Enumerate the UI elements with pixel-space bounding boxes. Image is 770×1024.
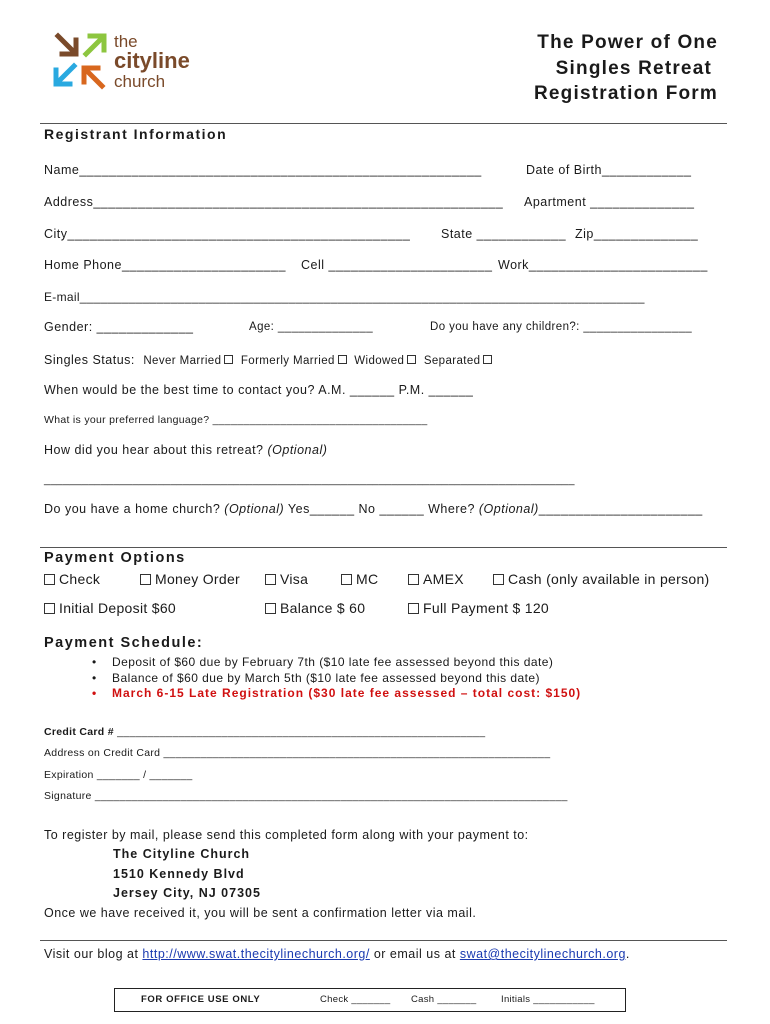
mail-address-name: The Cityline Church — [113, 847, 251, 861]
office-check-field[interactable]: Check _______ — [320, 994, 391, 1005]
checkbox-cash[interactable] — [493, 574, 504, 585]
cell-field[interactable]: Cell ______________________ — [301, 258, 493, 272]
mail-instructions: To register by mail, please send this completed form along with your payment to: — [44, 828, 529, 842]
language-field[interactable]: What is your preferred language? ___________________________________ — [44, 414, 428, 426]
card-address-field[interactable]: Address on Credit Card _______________________________________________________________ — [44, 747, 551, 759]
checkbox-initial-deposit[interactable] — [44, 603, 55, 614]
address-field[interactable]: Address_______________________________________________________ — [44, 195, 504, 209]
office-cash-field[interactable]: Cash _______ — [411, 994, 477, 1005]
payment-option-cash[interactable]: Cash (only available in person) — [493, 571, 710, 587]
status-option-never-married[interactable]: Never Married — [143, 355, 236, 367]
status-option-widowed[interactable]: Widowed — [354, 355, 419, 367]
divider-top — [40, 123, 727, 124]
email-link[interactable]: swat@thecitylinechurch.org — [459, 947, 626, 961]
city-field[interactable]: City______________________________________________ — [44, 227, 411, 241]
checkbox-separated[interactable] — [483, 355, 492, 364]
logo-text-the: the — [114, 32, 138, 51]
checkbox-mc[interactable] — [341, 574, 352, 585]
payment-option-full-payment[interactable]: Full Payment $ 120 — [408, 600, 549, 616]
checkbox-widowed[interactable] — [407, 355, 416, 364]
checkbox-visa[interactable] — [265, 574, 276, 585]
payment-option-amex[interactable]: AMEX — [408, 571, 464, 587]
schedule-item-balance: • Balance of $60 due by March 5th ($10 late fee assessed beyond this date) — [92, 671, 581, 687]
form-title-line1: The Power of One — [537, 32, 718, 53]
hear-about-question: How did you hear about this retreat? (Optional) — [44, 443, 328, 457]
payment-option-check[interactable]: Check — [44, 571, 100, 587]
checkbox-amex[interactable] — [408, 574, 419, 585]
zip-field[interactable]: Zip______________ — [575, 227, 699, 241]
email-field[interactable]: E-mail_________________________________________________________________________________ — [44, 290, 645, 304]
divider-footer — [40, 940, 727, 941]
logo-text-church: church — [114, 72, 166, 91]
checkbox-full-payment[interactable] — [408, 603, 419, 614]
hear-about-answer-line[interactable]: ____________________________________________________________________________________ — [44, 474, 575, 486]
checkbox-balance[interactable] — [265, 603, 276, 614]
credit-card-number-field[interactable]: Credit Card # ____________________________________________________________ — [44, 726, 486, 738]
age-field[interactable]: Age: ______________ — [249, 321, 373, 333]
contact-time-field[interactable]: When would be the best time to contact you? A.M. ______ P.M. ______ — [44, 383, 474, 397]
checkbox-never-married[interactable] — [224, 355, 233, 364]
singles-status-row — [44, 351, 495, 369]
office-use-box — [114, 988, 626, 1012]
state-field[interactable]: State ____________ — [441, 227, 567, 241]
confirmation-note: Once we have received it, you will be sent a confirmation letter via mail. — [44, 906, 477, 920]
payment-schedule-list — [92, 655, 581, 702]
checkbox-formerly-married[interactable] — [338, 355, 347, 364]
singles-status-label: Singles Status: — [44, 353, 135, 367]
logo-text-cityline: cityline — [114, 48, 190, 73]
checkbox-money-order[interactable] — [140, 574, 151, 585]
expiration-field[interactable]: Expiration _______ / _______ — [44, 769, 193, 781]
home-church-question[interactable]: Do you have a home church? (Optional) Yes______ No ______ Where? (Optional)______________________ — [44, 502, 703, 516]
optional-note: (Optional) — [267, 443, 328, 457]
status-option-separated[interactable]: Separated — [424, 355, 496, 367]
schedule-item-deposit: • Deposit of $60 due by February 7th ($10 late fee assessed beyond this date) — [92, 655, 581, 671]
signature-field[interactable]: Signature _____________________________________________________________________________ — [44, 790, 568, 802]
gender-field[interactable]: Gender: _____________ — [44, 320, 194, 334]
payment-option-visa[interactable]: Visa — [265, 571, 308, 587]
name-field[interactable]: Name______________________________________________________ — [44, 163, 482, 177]
payment-option-initial-deposit[interactable]: Initial Deposit $60 — [44, 600, 176, 616]
children-field[interactable]: Do you have any children?: ________________ — [430, 321, 693, 333]
dob-field[interactable]: Date of Birth____________ — [526, 163, 692, 177]
schedule-heading: Payment Schedule: — [44, 635, 204, 651]
form-title-line3: Registration Form — [533, 83, 718, 104]
status-option-formerly-married[interactable]: Formerly Married — [241, 355, 350, 367]
payment-option-mc[interactable]: MC — [341, 571, 378, 587]
divider-payment — [40, 547, 727, 548]
apartment-field[interactable]: Apartment ______________ — [524, 195, 695, 209]
payment-option-money-order[interactable]: Money Order — [140, 571, 240, 587]
form-title-line2: Singles Retreat — [555, 58, 712, 79]
footer-contact: Visit our blog at http://www.swat.thecitylinechurch.org/ or email us at swat@thecitylinechurch.org. — [44, 947, 630, 961]
blog-link[interactable]: http://www.swat.thecitylinechurch.org/ — [142, 947, 370, 961]
logo-arrows-icon — [52, 30, 112, 94]
office-initials-field[interactable]: Initials ___________ — [501, 994, 595, 1005]
payment-heading: Payment Options — [44, 550, 186, 566]
schedule-item-late: • March 6-15 Late Registration ($30 late fee assessed – total cost: $150) — [92, 686, 581, 702]
checkbox-check[interactable] — [44, 574, 55, 585]
payment-option-balance[interactable]: Balance $ 60 — [265, 600, 365, 616]
church-logo — [52, 30, 212, 102]
home-phone-field[interactable]: Home Phone______________________ — [44, 258, 286, 272]
mail-address-street: 1510 Kennedy Blvd — [113, 867, 245, 881]
registrant-heading: Registrant Information — [44, 126, 228, 142]
office-use-label: FOR OFFICE USE ONLY — [141, 994, 261, 1005]
mail-address-city: Jersey City, NJ 07305 — [113, 886, 261, 900]
work-field[interactable]: Work________________________ — [498, 258, 708, 272]
